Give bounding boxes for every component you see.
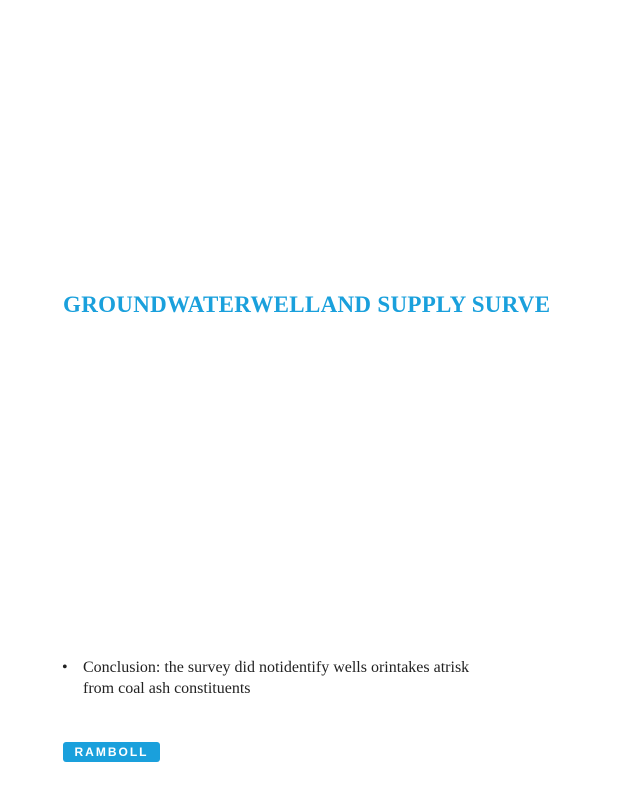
bullet-marker: • [62,659,68,676]
ramboll-logo: RAMBOLL [63,742,160,762]
bullet-text: Conclusion: the survey did notidentify wells orintakes atrisk from coal ash constituents [83,659,470,697]
slide-title: GROUNDWATERWELLAND SUPPLY SURVE [63,292,551,317]
bullet-item [62,657,618,701]
